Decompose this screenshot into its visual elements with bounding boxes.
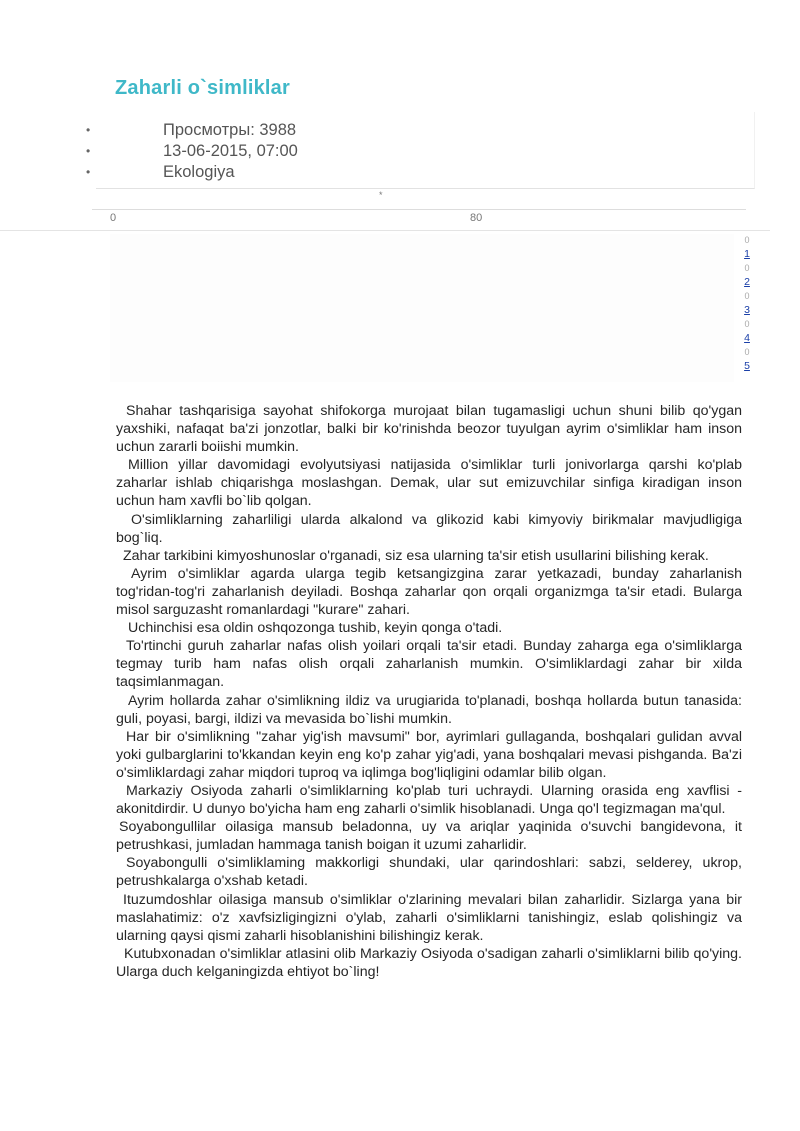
- article-paragraph: Soyabongulli o'simliklaming makkorligi shundaki, ular qarindoshlari: sabzi, selderey, ukrop, petrushkalarga o'xshab ketadi.: [116, 855, 742, 890]
- bullet-icon: •: [86, 123, 91, 137]
- star-icon: *: [379, 190, 383, 200]
- publish-date: 13-06-2015, 07:00: [163, 142, 298, 160]
- bullet-icon: •: [86, 144, 91, 158]
- article-paragraph: Uchinchisi esa oldin oshqozonga tushib, keyin qonga o'tadi.: [128, 620, 503, 637]
- divider: [0, 230, 770, 231]
- category-link[interactable]: Ekologiya: [163, 163, 235, 181]
- article-body: [116, 402, 742, 981]
- divider: [92, 209, 746, 210]
- counter-left: 0: [110, 212, 117, 224]
- bullet-icon: •: [86, 165, 91, 179]
- article-paragraph: Ayrim o'simliklar agarda ularga tegib ketsangizgina zarar yetkazadi, bunday zaharlanish tog'ridan-tog'ri zaharlanish deyiladi. Boshqa zaharlar qon orqali organizmga ta'sir etadi. Bularga misol sarguzasht romanlardagi "kurare" zahari.: [116, 565, 742, 619]
- article-paragraph: Shahar tashqarisiga sayohat shifokorga murojaat bilan tugamasligi uchun shuni bilib qo'ygan yaxshiki, nafaqat ba'zi jonzotlar, balki bir ko'rinishda beozor tuyulgan ayrim o'simliklar ham inson uchun zararli boiishi mumkin.: [116, 403, 742, 456]
- side-zero: 0: [744, 319, 750, 329]
- views-count: Просмотры: 3988: [163, 121, 297, 139]
- side-page-link-1[interactable]: 1: [744, 248, 750, 260]
- side-page-link-2[interactable]: 2: [744, 276, 750, 288]
- article-paragraph: Ayrim hollarda zahar o'simlikning ildiz va urugiarida to'planadi, boshqa hollarda butun tanasida: guli, poyasi, bargi, ildizi va mevasida bo`lishi mumkin.: [116, 692, 742, 727]
- side-pagination: [741, 233, 753, 373]
- article-title: Zaharli o`simliklar: [115, 77, 290, 99]
- side-page-link-3[interactable]: 3: [744, 304, 750, 316]
- side-zero: 0: [744, 263, 750, 273]
- side-page-link-5[interactable]: 5: [744, 360, 750, 372]
- side-zero: 0: [744, 235, 750, 245]
- side-zero: 0: [744, 347, 750, 357]
- counter-right: 80: [470, 212, 483, 224]
- article-paragraph: Markaziy Osiyoda zaharli o'simliklarning ko'plab turi uchraydi. Ularning orasida eng xavflisi - akonitdirdir. U dunyo bo'yicha ham eng zaharli o'simlik hisoblanadi. Unga qo'l tegizmagan ma'qul.: [116, 782, 742, 818]
- side-zero: 0: [744, 291, 750, 301]
- article-paragraph: Kutubxonadan o'simliklar atlasini olib Markaziy Osiyoda o'sadigan zaharli o'simliklarni bilib qo'ying. Ularga duch kelganingizda ehtiyot bo`ling!: [116, 945, 742, 980]
- article-paragraph: Soyabongullilar oilasiga mansub beladonna, uy va ariqlar yaqinida o'suvchi bangidevona, it petrushkasi, jumladan hammaga tanish boigan it uzumi zaharlidir.: [116, 819, 742, 854]
- ad-placeholder: [110, 234, 734, 382]
- article-paragraph: Zahar tarkibini kimyoshunoslar o'rganadi, siz esa ularning ta'sir etish usullarini bilishing kerak.: [123, 547, 709, 564]
- article-paragraph: Ituzumdoshlar oilasiga mansub o'simliklar o'zlarining mevalari bilan zaharlidir. Sizlarga yana bir maslahatimiz: o'z xavfsizligingizni o'ylab, zaharli o'simliklarni tanishingiz, eslab qolishingiz va ularning qaysi qismi zaharli hisoblanishini bilishingiz kerak.: [116, 891, 742, 944]
- article-paragraph: O'simliklarning zaharliligi ularda alkalond va glikozid kabi kimyoviy birikmalar mavjudligiga bog`liq.: [116, 511, 742, 546]
- article-paragraph: Million yillar davomidagi evolyutsiyasi natijasida o'simliklar turli jonivorlarga qarshi ko'plab zaharlar ishlab chiqarishga moslashgan. Demak, ular sut emizuvchilar sinfiga kiradigan inson uchun ham xavfli bo`lib qolgan.: [116, 457, 742, 510]
- article-paragraph: Har bir o'simlikning "zahar yig'ish mavsumi" bor, ayrimlari gullaganda, boshqalari gulidan avval yoki gulbarglarini to'kkandan keyin eng ko'p zahar yig'adi, yana boshqalari mevasi pishganda. Ba'zi o'simliklardagi zahar miqdori tuproq va iqlimga bog'liqligini odamlar bilib olgan.: [116, 728, 742, 781]
- article-paragraph: To'rtinchi guruh zaharlar nafas olish yoilari orqali ta'sir etadi. Bunday zaharga ega o'simliklarga tegmay turib ham nafas olish orqali zaharlanish mumkin. O'simliklardagi zahar bir xilda taqsimlanmagan.: [116, 638, 742, 691]
- side-page-link-4[interactable]: 4: [744, 332, 750, 344]
